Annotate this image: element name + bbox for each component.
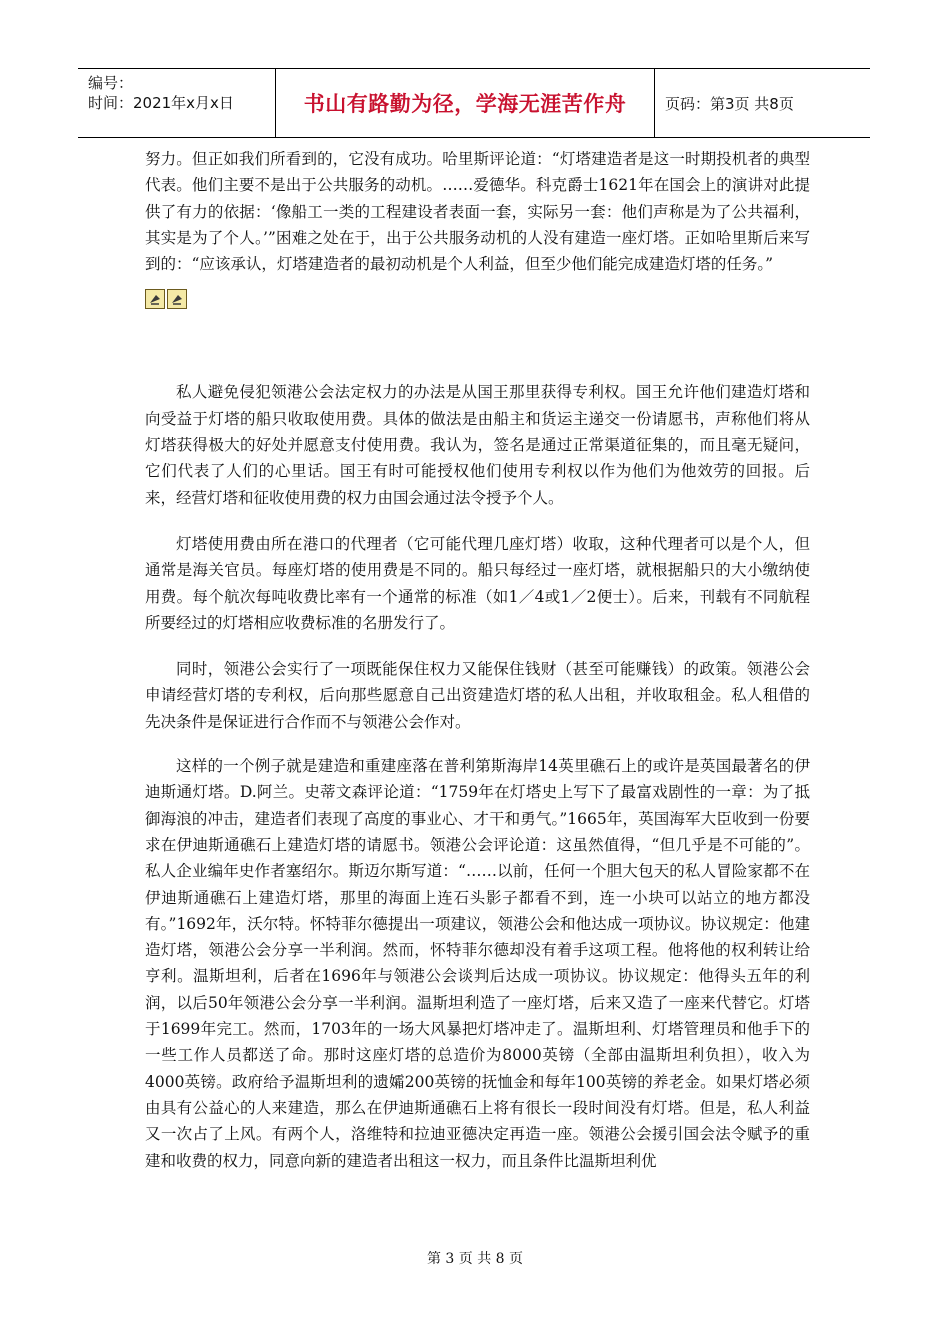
nav-arrow-icon[interactable] [145, 289, 165, 309]
page-footer: 第 3 页 共 8 页 [426, 1251, 524, 1267]
header-page-number: 页码：第3页 共8页 [665, 94, 794, 113]
nav-arrow-icon-glyph [170, 292, 184, 306]
paragraph-4: 同时，领港公会实行了一项既能保住权力又能保住钱财（甚至可能赚钱）的政策。领港公会申请经营灯塔的专利权，后向那些愿意自己出资建造灯塔的私人出租，并收取租金。私人租借的先决条件是保证进行合作而不与领港公会作对。 [145, 660, 810, 731]
header-motto: 书山有路勤为径，学海无涯苦作舟 [276, 69, 655, 137]
paragraph-1: 努力。但正如我们所看到的，它没有成功。哈里斯评论道：“灯塔建造者是这一时期投机者的典型代表。他们主要不是出于公共服务的动机。……爱德华。科克爵士1621年在国会上的演讲对此提供了有力的依据：‘像船工一类的工程建设者表面一套，实际另一套：他们声称是为了公共福利，其实是为了个人。’”困难之处在于，出于公共服务动机的人没有建造一座灯塔。正如哈里斯后来写到的：“应该承认，灯塔建造者的最初动机是个人利益，但至少他们能完成建造灯塔的任务。” [145, 150, 810, 274]
paragraph-2: 私人避免侵犯领港公会法定权力的办法是从国王那里获得专利权。国王允许他们建造灯塔和向受益于灯塔的船只收取使用费。具体的做法是由船主和货运主递交一份请愿书，声称他们将从灯塔获得极大的好处并愿意支付使用费。我认为，签名是通过正常渠道征集的，而且毫无疑问，它们代表了人们的心里话。国王有时可能授权他们使用专利权以作为他们为他效劳的回报。后来，经营灯塔和征收使用费的权力由国会通过法令授予个人。 [145, 383, 810, 507]
page-header [78, 68, 870, 138]
document-body [145, 146, 810, 1174]
paragraph-3: 灯塔使用费由所在港口的代理者（它可能代理几座灯塔）收取，这种代理者可以是个人，但通常是海关官员。每座灯塔的使用费是不同的。船只每经过一座灯塔，就根据船只的大小缴纳使用费。每个航次每吨收费比率有一个通常的标准（如1／4或1／2便士）。后来，刊载有不同航程所要经过的灯塔相应收费标准的名册发行了。 [145, 534, 810, 632]
date-label: 时间：2021年x月x日 [88, 94, 234, 112]
nav-arrow-icon-glyph [148, 292, 162, 306]
nav-icon-group[interactable] [145, 289, 810, 313]
nav-arrow-icon[interactable] [167, 289, 187, 309]
paragraph-5: 这样的一个例子就是建造和重建座落在普利第斯海岸14英里礁石上的或许是英国最著名的伊迪斯通灯塔。D.阿兰。史蒂文森评论道：“1759年在灯塔史上写下了最富戏剧性的一章：为了抵御海浪的冲击，建造者们表现了高度的事业心、才干和勇气。”1665年，英国海军大臣收到一份要求在伊迪斯通礁石上建造灯塔的请愿书。领港公会评论道：这虽然值得，“但几乎是不可能的”。私人企业编年史作者塞绍尔。斯迈尔斯写道：“……以前，任何一个胆大包天的私人冒险家都不在伊迪斯通礁石上建造灯塔，那里的海面上连石头影子都看不到，连一小块可以站立的地方都没有。”1692年，沃尔特。怀特菲尔德提出一项建议，领港公会和他达成一项协议。协议规定：他建造灯塔，领港公会分享一半利润。然而，怀特菲尔德却没有着手这项工程。他将他的权利转让给亨利。温斯坦利，后者在1696年与领港公会谈判后达成一项协议。协议规定：他得头五年的利润，以后50年领港公会分享一半利润。温斯坦利造了一座灯塔，后来又造了一座来代替它。灯塔于1699年完工。然而，1703年的一场大风暴把灯塔冲走了。温斯坦利、灯塔管理员和他手下的一些工作人员都送了命。那时这座灯塔的总造价为8000英镑（全部由温斯坦利负担），收入为4000英镑。政府给予温斯坦利的遗孀200英镑的抚恤金和每年100英镑的养老金。如果灯塔必须由具有公益心的人来建造，那么在伊迪斯通礁石上将有很长一段时间没有灯塔。但是，私人利益又一次占了上风。有两个人，洛维特和拉迪亚德决定再造一座。领港公会援引国会法令赋予的重建和收费的权力，同意向新的建造者出租这一权力，而且条件比温斯坦利优 [145, 757, 810, 1170]
code-label: 编号： [88, 74, 134, 92]
header-meta [78, 69, 276, 137]
